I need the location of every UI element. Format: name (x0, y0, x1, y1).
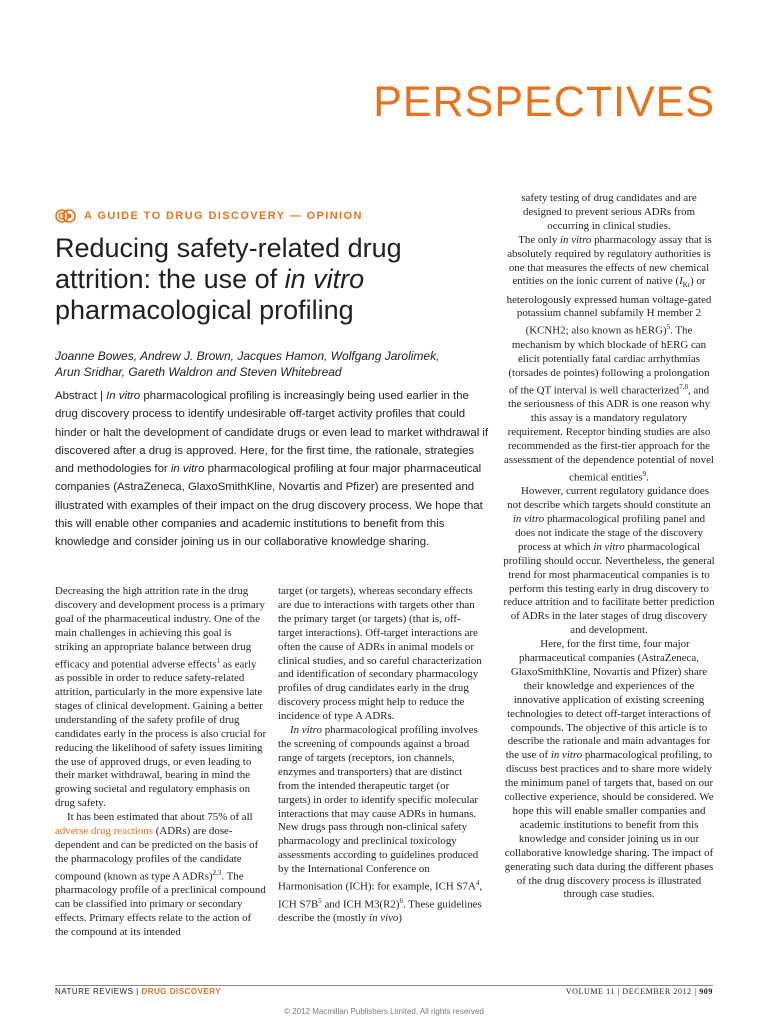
footer-divider (55, 985, 713, 986)
journal-name: NATURE REVIEWS | DRUG DISCOVERY (55, 987, 222, 996)
volume-info: VOLUME 11 | DECEMBER 2012 | 909 (565, 987, 713, 996)
concentric-circles-icon (55, 209, 81, 223)
paragraph: It has been estimated that about 75% of all adverse drug reactions (ADRs) are dose-dependent and can be predicted on the basis of the pharmacology profiles of the candidate compound (known as type A ADRs)$^{2,3}$. The pharmacology profile of a preclinical compound can be classified into primary or secondary effects. Primary effects relate to the action of the compound at its intended (55, 811, 266, 938)
article-type-text: A GUIDE TO DRUG DISCOVERY — OPINION (84, 210, 363, 222)
paragraph: safety testing of drug candidates and are designed to prevent serious ADRs from occurring in clinical studies. (521, 192, 697, 232)
paragraph: The only in vitro pharmacology assay that is absolutely required by regulatory authorities is one that measures the effects of new chemical entities on the ionic current of native $(I_{Kr})$ or heterologously expressed human voltage-gated potassium channel subfamily H member 2 (KCNH2; also known as hERG)$^5$. The mechanism by which blockade of hERG can elicit potentially fatal cardiac arrhythmias (torsades de pointes) following a prolongation of the QT interval is well characterized$^{7,8}$, and the seriousness of this ADR is one reason why this assay is a mandatory regulatory requirement. Receptor binding studies are also recommended as the first-tier approach for the assessment of the dependence potential of novel chemical entities$^9$. (504, 233, 714, 484)
page-number: 909 (699, 987, 713, 996)
paragraph: In vitro pharmacological profiling involves the screening of compounds against a broad range of targets (receptors, ion channels, enzymes and transporters) that are distinct from the intended therapeutic target (or targets) in order to identify specific molecular interactions that may cause ADRs in humans. New drugs pass through non-clinical safety pharmacology and preclinical toxicology assessments according to guidelines produced by the International Conference on Harmonisation (ICH): for example, ICH $S7A^4$, ICH $S7B^5$ and ICH $M3(R2)^6$. These guidelines describe the (mostly in vivo) (278, 724, 483, 925)
article-title: Reducing safety-related drug attrition: the use of in vitro pharmacological profiling (55, 233, 402, 325)
copyright-notice: © 2012 Macmillan Publishers Limited. All rights reserved (284, 1007, 484, 1016)
glossary-term-link[interactable]: adverse drug reactions (55, 825, 153, 838)
paragraph: Here, for the first time, four major pharmaceutical companies (AstraZeneca, GlaxoSmithKline, Novartis and Pfizer) share their knowledge and experiences of the innovative application of existing screening technologies to detect off-target interactions of compounds. The objective of this article is to describe the rationale and main advantages for the use of in vitro pharmacological profiling, to discuss best practices and to share more widely the minimum panel of targets that, based on our collective experience, should be considered. We hope this will enable smaller companies and academic institutions to benefit from this knowledge and consider joining us in our collaborative knowledge sharing. The impact of generating such data during the different phases of the drug discovery process is illustrated through case studies. (504, 638, 714, 901)
paragraph: Decreasing the high attrition rate in the drug discovery and development process is a primary goal of the pharmaceutical industry. One of the main challenges in achieving this goal is striking an appropriate balance between drug efficacy and potential adverse effects$^1$ as early as possible in order to reduce safety-related attrition, particularly in the more expensive late stages of clinical development. Gaining a better understanding of the safety profile of drug candidates early in the process is also crucial for reducing the likelihood of safety issues limiting the use of approved drugs, or even leading to their market withdrawal, bearing in mind the growing societal and regulatory emphasis on drug safety. (55, 585, 267, 810)
article-type-label (55, 209, 363, 223)
section-header: PERSPECTIVES (373, 78, 715, 126)
body-column-2 (278, 585, 484, 926)
paragraph: target (or targets), whereas secondary effects are due to interactions with targets other than the primary target (or targets) (that is, off-target interactions). Off-target interactions are often the cause of ADRs in animal models or clinical studies, and so careful characterization and identification of secondary pharmacology profiles of drug candidates early in the drug discovery process might help to reduce the incidence of type A ADRs. (278, 585, 482, 723)
author-list: Joanne Bowes, Andrew J. Brown, Jacques Hamon, Wolfgang Jarolimek, Arun Sridhar, Gareth Waldron and Steven Whitebread (55, 349, 440, 379)
paragraph: However, current regulatory guidance does not describe which targets should constitute an in vitro pharmacological profiling panel and does not indicate the stage of the discovery process at which in vitro pharmacological profiling should occur. Nevertheless, the general trend for most pharmaceutical companies is to perform this testing early in drug discovery to reduce attrition and to facilitate better prediction of ADRs in the later stages of drug discovery and development. (503, 485, 715, 637)
abstract: Abstract | In vitro pharmacological profiling is increasingly being used earlier in the drug discovery process to identify undesirable off-target activity profiles that could hinder or halt the development of candidate drugs or even lead to market withdrawal if discovered after a drug is approved. Here, for the first time, the rationale, strategies and methodologies for in vitro pharmacological profiling at four major pharmaceutical companies (AstraZeneca, GlaxoSmithKline, Novartis and Pfizer) are presented and illustrated with examples of their impact on the drug discovery process. We hope that this will enable other companies and academic institutions to benefit from this knowledge and consider joining us in our collaborative knowledge sharing. (55, 390, 489, 549)
body-column-1 (55, 585, 267, 940)
body-column-3 (503, 192, 715, 902)
